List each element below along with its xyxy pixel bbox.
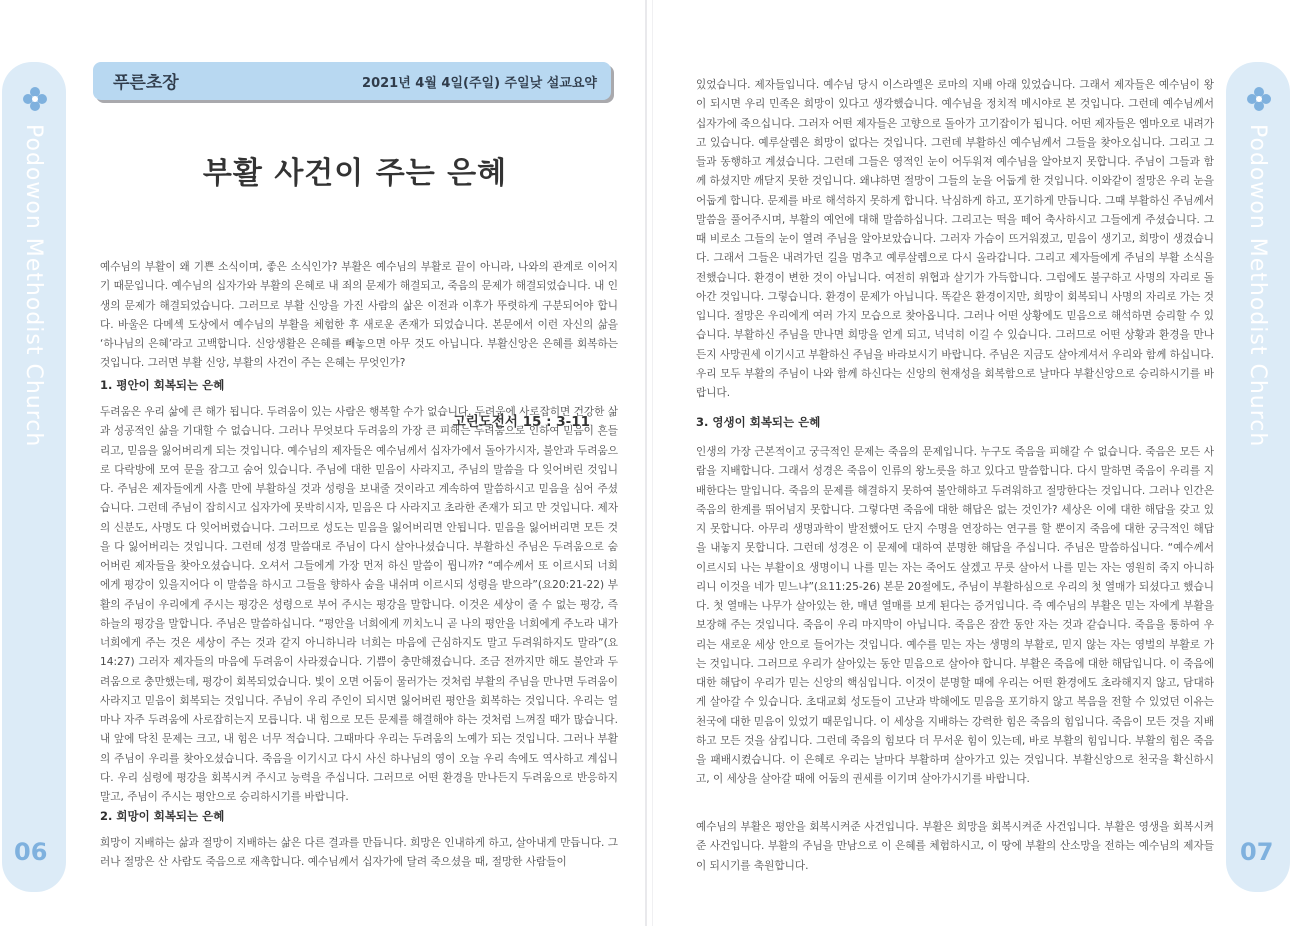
section-body: 두려움은 우리 삶에 큰 해가 됩니다. 두려움이 있는 사람은 행복할 수가 없습니다. 두려움에 사로잡히면 건강한 삶과 성공적인 삶을 기대할 수 없습니다. 그러나 무엇보다 두려움의 가장 큰 피해는 두려움으로 인하여 믿음이 흔들리고, 믿음을 잃어버리게 되는 것입니다. 예수님의 제자들은 예수님께서 십자가에서 돌아가시자, 불안과 두려움으로 다락방에 모여 문을 잠그고 숨어 있습니다. 주님에 대한 믿음이 사라지고, 주님의 말씀을 다 잊어버린 것입니다. 주님은 제자들에게 사흘 만에 부활하실 것과 성령을 보내줄 것이라고 계속하여 말씀하시고 믿음을 심어 주셨습니다. 그런데 주님이 잡히시고 십자가에 못박히시자, 믿음은 다 사라지고 초라한 존재가 되고 만 것입니다. 제자의 신분도, 사명도 다 잊어버렸습니다. 그러므로 성도는 믿음을 잃어버리면 안됩니다. 믿음을 잃어버리면 모든 것을 다 잃어버리는 것입니다. 그런데 성경 말씀대로 주님이 다시 살아나셨습니다. 부활하신 주님은 두려움으로 숨어버린 제자들을 찾아오셨습니다. 오셔서 그들에게 가장 먼저 하신 말씀이 뭡니까? “예수께서 또 이르시되 너희에게 평강이 있을지어다 이 말씀을 하시고 그들을 향하사 숨을 내쉬며 이르시되 성령을 받으라”(요20:21-22) 부활의 주님이 우리에게 주시는 평강은 성령으로 부어 주시는 평강을 말합니다. 이것은 세상이 줄 수 없는 평강, 즉 하늘의 평강을 말합니다. 주님은 말씀하십니다. “평안을 너희에게 끼치노니 곧 나의 평안을 너희에게 주노라 내가 너희에게 주는 것은 세상이 주는 것과 같지 아니하니라 너희는 마음에 근심하지도 말고 두려워하지도 말라”(요14:27) 그러자 제자들의 마음에 두려움이 사라졌습니다. 기쁨이 충만해졌습니다. 조금 전까지만 해도 불안과 두려움으로 충만했는데, 평강이 회복되었습니다. 빛이 오면 어둠이 물러가는 것처럼 부활의 주님을 만나면 두려움이 사라지고 믿음이 회복되는 것입니다. 주님이 우리 주인이 되시면 잃어버린 평안을 회복하는 것입니다. 우리는 얼마나 자주 두려움에 사로잡히는지 모릅니다. 내 힘으로 모든 문제를 해결해야 하는 것처럼 느껴질 때가 많습니다. 내 앞에 닥친 문제는 크고, 내 힘은 너무 적습니다. 그때마다 우리는 두려움의 노예가 되는 것입니다. 그러나 부활의 주님이 우리를 찾아오셨습니다. 죽음을 이기시고 다시 사신 하나님의 영이 오늘 우리 속에도 역사하고 계십니다. 우리 심령에 평강을 회복시켜 주시고 능력을 주십니다. 그러므로 어떤 환경을 만나든지 두려움으로 반응하지 말고, 주님이 주시는 평안으로 승리하시기를 바랍니다. [100, 406, 618, 803]
page-number-right: 07 [1240, 838, 1274, 866]
header-banner [93, 62, 611, 100]
section-heading: 1. 평안이 회복되는 은혜 [100, 378, 225, 392]
section-body-continued: 있었습니다. 제자들입니다. 예수님 당시 이스라엘은 로마의 지배 아래 있었습니다. 그래서 제자들은 예수님이 왕이 되시면 우리 민족은 희망이 있다고 생각했습니다. 예수님을 정치적 메시야로 본 것입니다. 그런데 예수님께서 십자가에 죽으십니다. 그러자 어떤 제자들은 고향으로 돌아가 고기잡이가 됩니다. 어떤 제자들은 엠마오로 내려가고 있습니다. 예루살렘은 희망이 없다는 것입니다. 그런데 부활하신 예수님께서 그들을 찾아오십니다. 그리고 그들과 동행하고 계셨습니다. 그런데 그들은 영적인 눈이 어두워져 예수님을 알아보지 못합니다. 주님이 그들과 함께 하셨지만 깨닫지 못한 것입니다. 왜냐하면 절망이 그들의 눈을 어둡게 한 것입니다. 이와같이 절망은 우리 눈을 어둡게 합니다. 문제를 바로 해석하지 못하게 합니다. 낙심하게 하고, 포기하게 만듭니다. 그때 부활하신 주님께서 말씀을 풀어주시며, 부활의 예언에 대해 말씀하십니다. 그리고는 떡을 떼어 축사하시고 그들에게 주셨습니다. 그때 비로소 그들의 눈이 열려 주님을 알아보았습니다. 그러자 가슴이 뜨거워졌고, 믿음이 생기고, 희망이 생겼습니다. 그래서 그들은 내려가던 길을 멈추고 예루살렘으로 다시 올라갑니다. 그리고 제자들에게 주님의 부활 소식을 전했습니다. 환경이 변한 것이 아닙니다. 여전히 위협과 살기가 가득합니다. 그럼에도 불구하고 사명의 자리로 돌아간 것입니다. 그렇습니다. 환경이 문제가 아닙니다. 똑같은 환경이지만, 희망이 회복되니 사명의 자리로 가는 것입니다. 절망은 우리에게 여러 가지 모습으로 찾아옵니다. 그러나 어떤 상황에도 믿음으로 해석하면 승리할 수 있습니다. 부활하신 주님을 만나면 희망을 얻게 되고, 넉넉히 이길 수 있습니다. 그러므로 어떤 상황과 환경을 만나든지 사망권세 이기시고 부활하신 주님을 바라보시기 바랍니다. 주님은 지금도 살아계셔서 우리와 함께 하십니다. 우리 모두 부활의 주님이 나와 함께 하신다는 신앙의 현재성을 회복함으로 날마다 부활신앙으로 승리하시기를 바랍니다. [696, 79, 1214, 399]
intro-paragraph: 예수님의 부활이 왜 기쁜 소식이며, 좋은 소식인가? 부활은 예수님의 부활로 끝이 아니라, 나와의 관계로 이어지기 때문입니다. 예수님의 십자가와 부활의 은혜로 내 죄의 문제가 해결되고, 죽음의 문제가 해결되었습니다. 내 인생의 문제가 해결되었습니다. 그러므로 부활 신앙을 가진 사람의 삶은 이전과 이후가 뚜렷하게 구분되어야 합니다. 바울은 다메섹 도상에서 예수님의 부활을 체험한 후 새로운 존재가 되었습니다. 본문에서 이런 자신의 삶을 ‘하나님의 은혜’라고 고백합니다. 신앙생활은 은혜를 빼놓으면 아무 것도 아닙니다. 부활신앙은 은혜를 회복하는 것입니다. 그러면 부활 신앙, 부활의 사건이 주는 은혜는 무엇인가? [100, 261, 618, 370]
section-heading: 3. 영생이 회복되는 은혜 [696, 415, 821, 429]
sermon-date: 2021년 4월 4일(주일) 주일낮 설교요약 [362, 76, 597, 91]
page-number-left: 06 [14, 838, 48, 866]
church-name-vertical: Podowon Methodist Church [1245, 124, 1270, 448]
closing-paragraph: 예수님의 부활은 평안을 회복시켜준 사건입니다. 부활은 희망을 회복시켜준 사건입니다. 부활은 영생을 회복시켜준 사건입니다. 부활의 주님을 만남으로 이 은혜를 체험하시고, 이 땅에 부활의 산소망을 전하는 예수님의 제자들이 되시기를 축원합니다. [696, 821, 1214, 872]
page-gutter [645, 0, 647, 926]
church-name-vertical: Podowon Methodist Church [21, 124, 46, 448]
section-body: 인생의 가장 근본적이고 궁극적인 문제는 죽음의 문제입니다. 누구도 죽음을 피해갈 수 없습니다. 죽음은 모든 사람을 지배합니다. 그래서 성경은 죽음이 인류의 왕노릇을 하고 있다고 말씀합니다. 다시 말하면 죽음이 우리를 지배한다는 말입니다. 죽음의 문제를 해결하지 못하여 불안해하고 두려워하고 절망한다는 것입니다. 그러나 인간은 죽음의 한계를 뛰어넘지 못합니다. 그렇다면 죽음에 대한 해답은 없는 것인가? 세상은 이에 대한 해답을 갖고 있지 못합니다. 아무리 생명과학이 발전했어도 단지 수명을 연장하는 연구를 할 뿐이지 죽음에 대한 궁극적인 해답을 내놓지 못합니다. 그런데 성경은 이 문제에 대하여 분명한 해답을 주십니다. 주님은 말씀하십니다. “예수께서 이르시되 나는 부활이요 생명이니 나를 믿는 자는 죽어도 살겠고 무릇 살아서 나를 믿는 자는 영원히 죽지 아니하리니 이것을 네가 믿느냐”(요11:25-26) 본문 20절에도, 주님이 부활하심으로 우리의 첫 열매가 되셨다고 했습니다. 첫 열매는 나무가 살아있는 한, 매년 열매를 보게 된다는 증거입니다. 즉 예수님의 부활은 믿는 자에게 부활을 보장해 주는 것입니다. 죽음이 우리 마지막이 아닙니다. 죽음은 잠깐 동안 자는 것과 같습니다. 죽음을 통하여 우리는 새로운 세상 안으로 들어가는 것입니다. 예수를 믿는 자는 생명의 부활로, 믿지 않는 자는 영벌의 부활로 가는 것입니다. 그러므로 우리가 살아있는 동안 믿음으로 살아야 합니다. 부활은 죽음에 대한 해답입니다. 이 죽음에 대한 해답이 우리가 믿는 신앙의 핵심입니다. 이것이 분명할 때에 우리는 어떤 환경에도 초라해지지 않고, 담대하게 살아갈 수 있습니다. 초대교회 성도들이 고난과 박해에도 믿음을 포기하지 않고 복음을 전할 수 있었던 이유는 천국에 대한 믿음이 있었기 때문입니다. 이 세상을 지배하는 강력한 힘은 죽음의 힘입니다. 죽음이 모든 것을 지배하고 모든 것을 삼킵니다. 그런데 죽음의 힘보다 더 무서운 힘이 있는데, 바로 부활의 힘입니다. 부활의 힘은 죽음을 패배시켰습니다. 이 은혜로 우리는 날마다 부활하며 살아가고 있는 것입니다. 부활신앙으로 천국을 확신하시고, 이 세상을 살아갈 때에 어둠의 권세를 이기며 살아가시기를 바랍니다. [696, 446, 1214, 786]
clover-icon [22, 86, 48, 112]
section-heading: 2. 희망이 회복되는 은혜 [100, 809, 225, 823]
page-gutter-shadow [652, 0, 653, 926]
section-body: 희망이 지배하는 삶과 절망이 지배하는 삶은 다른 결과를 만듭니다. 희망은 인내하게 하고, 살아내게 만듭니다. 그러나 절망은 산 사람도 죽음으로 재촉합니다. 예수님께서 십자가에 달려 죽으셨을 때, 절망한 사람들이 [100, 837, 618, 869]
section-title: 푸른초장 [113, 73, 179, 93]
sermon-title: 부활 사건이 주는 은혜 [202, 156, 508, 191]
clover-icon [1246, 86, 1272, 112]
scripture-reference: 고린도전서 15 : 3-11 [452, 414, 590, 430]
